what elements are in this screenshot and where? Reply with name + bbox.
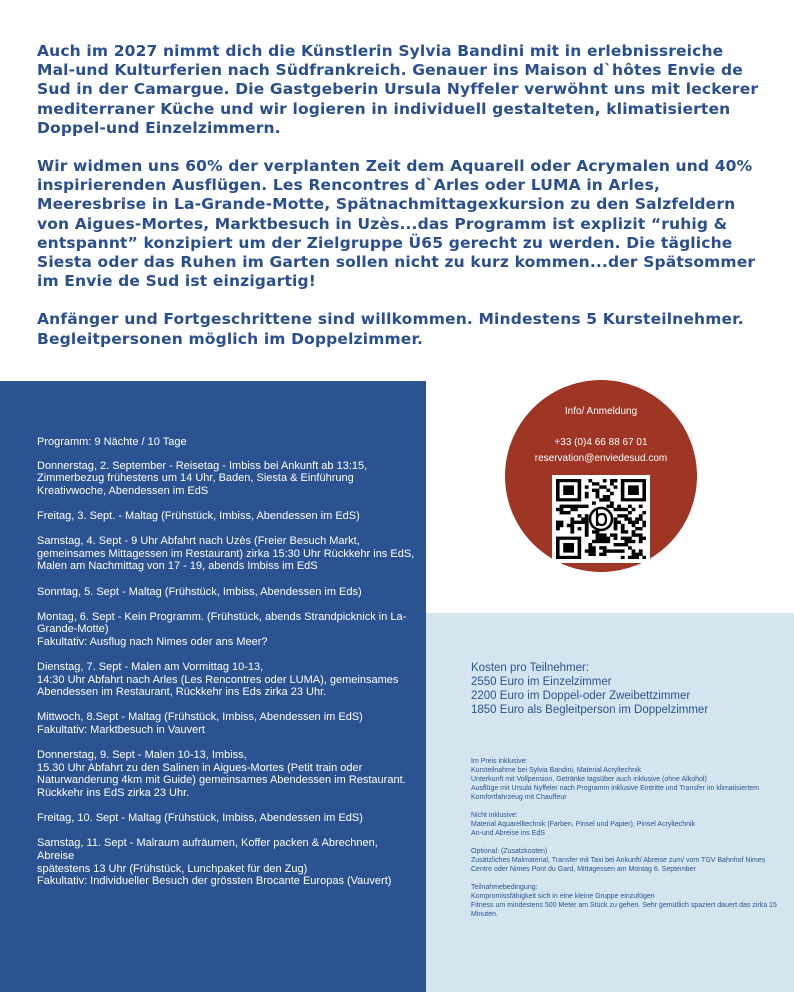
qr-module	[599, 485, 603, 488]
qr-module	[596, 495, 600, 498]
qr-module	[639, 514, 643, 517]
qr-module	[603, 479, 607, 482]
program-day: Samstag, 11. Sept - Malraum aufräumen, Koffer packen & Abrechnen, Abreise spätestens 13 Uhr (Frühstück, Lunchpaket für den Zug) Fakultativ: Individueller Besuch der grössten Brocante Europas (Vauvert)	[37, 837, 392, 888]
qr-module	[606, 495, 610, 498]
program-day: Sonntag, 5. Sept - Maltag (Frühstück, Imbiss, Abendessen im Eds)	[37, 585, 362, 598]
qr-module	[556, 521, 560, 524]
qr-module	[585, 527, 589, 530]
optional-title: Optional: (Zusatzkosten)	[471, 848, 548, 855]
qr-module	[610, 492, 614, 495]
qr-module	[621, 527, 625, 530]
included-line: Kursteilnahme bei Sylvia Bandini, Material Acryltechnik	[471, 767, 642, 774]
qr-module	[603, 533, 607, 536]
intro-paragraph-1: Auch im 2027 nimmt dich die Künstlerin Sylvia Bandini mit in erlebnissreiche Mal-und Kulturferien nach Südfrankreich. Genauer ins Maison d`hôtes Envie de Sud in der Camargue. Die Gastgeberin Ursula Nyffeler verwöhnt uns mit leckerer mediterraner Küche und wir logieren in individuell gestalteten, klimatisierten Doppel-und Einzelzimmern.	[37, 42, 759, 137]
qr-module	[624, 537, 628, 540]
qr-module	[588, 543, 592, 546]
qr-module	[642, 524, 646, 527]
program-day: Freitag, 10. Sept - Maltag (Frühstück, Imbiss, Abendessen im EdS)	[37, 812, 363, 825]
qr-module	[563, 505, 567, 508]
qr-module	[570, 505, 574, 508]
qr-module	[599, 537, 603, 540]
program-day: Montag, 6. Sept - Kein Programm. (Frühstück, abends Strandpicknick in La- Grande-Motte) Fakultativ: Ausflug nach Nimes oder ans Meer?	[37, 610, 407, 648]
qr-module	[585, 524, 589, 527]
program-day: Freitag, 3. Sept. - Maltag (Frühstück, Imbiss, Abendessen im EdS)	[37, 509, 360, 522]
qr-module	[632, 553, 636, 556]
qr-module	[628, 517, 632, 520]
not-included-title: Nicht inklusive:	[471, 812, 518, 819]
program-day: Donnerstag, 9. Sept - Malen 10-13, Imbiss, 15.30 Uhr Abfahrt zu den Salinen in Aigues-Mortes (Petit train oder Naturwanderung 4km mit Guide) gemeinsames Abendessen im Restaurant. Rückkehr ins EdS zirka 23 Uhr.	[37, 749, 406, 800]
qr-module	[610, 549, 614, 552]
qr-module	[628, 540, 632, 543]
qr-module	[606, 549, 610, 552]
qr-module	[628, 505, 632, 508]
qr-module	[621, 543, 625, 546]
qr-module	[610, 501, 614, 504]
qr-module	[578, 505, 582, 508]
qr-module	[581, 521, 585, 524]
qr-module	[621, 537, 625, 540]
qr-module	[592, 482, 596, 485]
qr-module	[642, 537, 646, 540]
qr-module	[617, 543, 621, 546]
not-included-line: Material Aquarelltechnik (Farben, Pinsel und Papier), Pinsel Acryltechnik	[471, 821, 696, 828]
qr-module	[639, 517, 643, 520]
qr-module	[642, 556, 646, 559]
qr-module	[614, 527, 618, 530]
qr-finder-core	[563, 543, 574, 553]
qr-module	[610, 479, 614, 482]
intro-text	[37, 42, 762, 368]
qr-module	[614, 543, 618, 546]
intro-paragraph-3: Anfänger und Fortgeschrittene sind willkommen. Mindestens 5 Kursteilnehmer. Begleitpersonen möglich im Doppelzimmer.	[37, 310, 744, 348]
conditions-line: Kompromissfähigkeit sich in eine kleine Gruppe einzufügen	[471, 893, 655, 900]
costs-title: Kosten pro Teilnehmer:	[471, 662, 590, 674]
qr-module	[624, 530, 628, 533]
qr-module	[639, 549, 643, 552]
qr-module	[603, 485, 607, 488]
qr-module	[588, 479, 592, 482]
qr-module	[556, 508, 560, 511]
qr-module	[606, 505, 610, 508]
qr-module	[603, 549, 607, 552]
qr-module	[642, 511, 646, 514]
qr-module	[628, 537, 632, 540]
qr-module	[614, 533, 618, 536]
qr-module	[632, 508, 636, 511]
qr-module	[639, 533, 643, 536]
qr-module	[570, 508, 574, 511]
qr-module	[585, 530, 589, 533]
qr-module	[585, 549, 589, 552]
qr-module	[628, 556, 632, 559]
included-line: Unterkunft mit Vollpension, Getränke tagsüber auch inklusive (ohne Alkohol)	[471, 776, 707, 783]
qr-module	[560, 505, 564, 508]
qr-module	[642, 521, 646, 524]
qr-module	[599, 540, 603, 543]
qr-module	[567, 511, 571, 514]
qr-module	[560, 521, 564, 524]
qr-module	[635, 521, 639, 524]
qr-module	[635, 527, 639, 530]
conditions-section	[471, 883, 784, 919]
qr-module	[599, 498, 603, 501]
qr-module	[632, 549, 636, 552]
conditions-title: Teilnahmebedingung:	[471, 884, 538, 891]
price-companion: 1850 Euro als Begleitperson im Doppelzimmer	[471, 704, 709, 716]
contact-phone[interactable]: +33 (0)4 66 88 67 01	[554, 437, 648, 448]
included-section	[471, 757, 784, 802]
qr-module	[570, 517, 574, 520]
program-day: Donnerstag, 2. September - Reisetag - Imbiss bei Ankunft ab 13:15, Zimmerbezug frühestens um 14 Uhr, Baden, Siesta & Einführung Kreativwoche, Abendessen im EdS	[37, 459, 368, 497]
not-included-line: An-und Abreise ins EdS	[471, 830, 545, 837]
qr-module	[635, 533, 639, 536]
included-line: Ausflüge mit Ursula Nyffeler nach Programm inklusive Eintritte und Transfer im klimatisiertem Komfortfahrzeug mit Chauffeur	[471, 785, 760, 801]
qr-module	[621, 524, 625, 527]
qr-module	[581, 505, 585, 508]
qr-module	[596, 492, 600, 495]
qr-module	[606, 498, 610, 501]
qr-module	[596, 537, 600, 540]
price-double: 2200 Euro im Doppel-oder Zweibettzimmer	[471, 690, 691, 702]
program-days-list	[37, 460, 416, 888]
qr-module	[621, 556, 625, 559]
qr-module	[624, 508, 628, 511]
qr-module	[585, 514, 589, 517]
qr-finder-core	[628, 485, 639, 495]
qr-module	[560, 511, 564, 514]
qr-module	[570, 527, 574, 530]
qr-module	[617, 514, 621, 517]
qr-module	[614, 508, 618, 511]
qr-module	[560, 508, 564, 511]
qr-module	[574, 508, 578, 511]
qr-module	[599, 553, 603, 556]
qr-module	[585, 495, 589, 498]
qr-module	[588, 546, 592, 549]
qr-module	[617, 549, 621, 552]
qr-module	[556, 527, 560, 530]
qr-module	[639, 553, 643, 556]
qr-module	[632, 530, 636, 533]
qr-module	[596, 489, 600, 492]
qr-module	[563, 511, 567, 514]
qr-module	[621, 530, 625, 533]
not-included-section	[471, 811, 784, 838]
qr-module	[639, 505, 643, 508]
qr-module	[635, 517, 639, 520]
qr-module	[588, 553, 592, 556]
program-day: Dienstag, 7. Sept - Malen am Vormittag 10-13, 14:30 Uhr Abfahrt nach Arles (Les Rencontres oder LUMA), gemeinsames Abendessen im Restaurant, Rückkehr ins Eds zirka 23 Uhr.	[37, 661, 399, 699]
conditions-line: Fitness um mindestens 500 Meter am Stück zu gehen. Sehr gemütlich spaziert dauert das zirka 15 Minuten.	[471, 902, 777, 918]
qr-module	[570, 524, 574, 527]
qr-module	[632, 540, 636, 543]
qr-module	[614, 549, 618, 552]
qr-module	[578, 521, 582, 524]
qr-module	[560, 524, 564, 527]
qr-module	[585, 517, 589, 520]
qr-module	[632, 533, 636, 536]
qr-module	[592, 549, 596, 552]
qr-module	[606, 489, 610, 492]
price-single: 2550 Euro im Einzelzimmer	[471, 676, 612, 688]
qr-module	[624, 540, 628, 543]
qr-module	[639, 540, 643, 543]
b-logo-icon	[590, 508, 612, 530]
qr-module	[603, 498, 607, 501]
program-title: Programm: 9 Nächte / 10 Tage	[37, 436, 187, 448]
qr-module	[610, 482, 614, 485]
qr-module	[574, 521, 578, 524]
qr-module	[599, 533, 603, 536]
qr-module	[621, 514, 625, 517]
price-list	[471, 661, 784, 717]
qr-module	[632, 524, 636, 527]
qr-module	[567, 524, 571, 527]
info-title: Info/ Anmeldung	[564, 406, 638, 417]
qr-module	[578, 527, 582, 530]
qr-module	[614, 485, 618, 488]
qr-module	[581, 517, 585, 520]
intro-paragraph-2: Wir widmen uns 60% der verplanten Zeit dem Aquarell oder Acrymalen und 40% inspirierenden Ausflügen. Les Rencontres d`Arles oder LUMA in Arles, Meeresbrise in La-Grande-Motte, Spätnachmittagexkursion zu den Salzfeldern von Aigues-Mortes, Marktbesuch in Uzès...das Programm ist explizit “ruhig & entspannt” konzipiert um der Zielgruppe Ü65 gerecht zu werden. Die tägliche Siesta oder das Ruhen im Garten sollen nicht zu kurz kommen...der Spätsommer im Envie de Sud ist einzigartig!	[37, 157, 756, 291]
qr-module	[585, 533, 589, 536]
qr-module	[596, 540, 600, 543]
qr-module	[592, 530, 596, 533]
qr-module	[621, 508, 625, 511]
qr-module	[610, 505, 614, 508]
qr-module	[603, 540, 607, 543]
qr-module	[592, 546, 596, 549]
qr-module	[632, 521, 636, 524]
qr-module	[614, 517, 618, 520]
qr-module	[588, 549, 592, 552]
qr-module	[610, 533, 614, 536]
qr-module	[596, 482, 600, 485]
qr-module	[592, 501, 596, 504]
qr-module	[639, 537, 643, 540]
qr-module	[628, 546, 632, 549]
qr-module	[628, 521, 632, 524]
qr-module	[635, 553, 639, 556]
qr-module	[614, 524, 618, 527]
qr-module	[592, 540, 596, 543]
qr-module	[603, 495, 607, 498]
qr-module	[639, 527, 643, 530]
qr-module	[617, 505, 621, 508]
qr-module	[624, 543, 628, 546]
qr-finder-core	[563, 485, 574, 495]
qr-module	[599, 546, 603, 549]
qr-module	[617, 508, 621, 511]
qr-module	[570, 530, 574, 533]
qr-module	[596, 533, 600, 536]
qr-module	[603, 546, 607, 549]
qr-module	[632, 556, 636, 559]
program-day: Mittwoch, 8.Sept - Maltag (Frühstück, Imbiss, Abendessen im EdS) Fakultativ: Marktbesuch in Vauvert	[37, 711, 363, 737]
included-title: Im Preis inklusive:	[471, 758, 528, 765]
qr-module	[592, 489, 596, 492]
qr-module	[635, 556, 639, 559]
qr-module	[574, 505, 578, 508]
qr-module	[617, 521, 621, 524]
qr-module	[614, 479, 618, 482]
contact-email[interactable]: reservation@enviedesud.com	[534, 453, 668, 464]
qr-module	[606, 540, 610, 543]
qr-module	[621, 549, 625, 552]
qr-module	[614, 537, 618, 540]
qr-module	[585, 485, 589, 488]
info-circle	[505, 380, 697, 572]
qr-module	[578, 514, 582, 517]
optional-section	[471, 847, 784, 874]
qr-module	[606, 537, 610, 540]
qr-module	[570, 521, 574, 524]
qr-code-icon[interactable]	[552, 475, 650, 563]
qr-module	[603, 553, 607, 556]
costs-panel	[426, 613, 794, 992]
qr-module	[567, 505, 571, 508]
qr-module	[592, 553, 596, 556]
qr-module	[585, 521, 589, 524]
qr-module	[585, 505, 589, 508]
qr-module	[624, 517, 628, 520]
optional-line: Zusätzliches Malmaterial, Transfer mit Taxi bei Ankunft/ Abreise zum/ vom TGV Bahnhof Nimes Centre oder Nimes Pont du Gard, Mittagessen am Montag 6. September	[471, 857, 766, 873]
qr-module	[603, 537, 607, 540]
qr-module	[585, 492, 589, 495]
program-panel	[0, 381, 426, 992]
qr-module	[556, 524, 560, 527]
qr-code-graphic	[556, 479, 646, 559]
program-day: Samstag, 4. Sept - 9 Uhr Abfahrt nach Uzès (Freier Besuch Markt, gemeinsames Mittagessen im Restaurant) zirka 15:30 Uhr Rückkehr ins EdS, Malen am Nachmittag von 17 - 19, abends Imbiss im EdS	[37, 535, 415, 573]
qr-module	[614, 521, 618, 524]
qr-module	[628, 511, 632, 514]
qr-module	[624, 514, 628, 517]
